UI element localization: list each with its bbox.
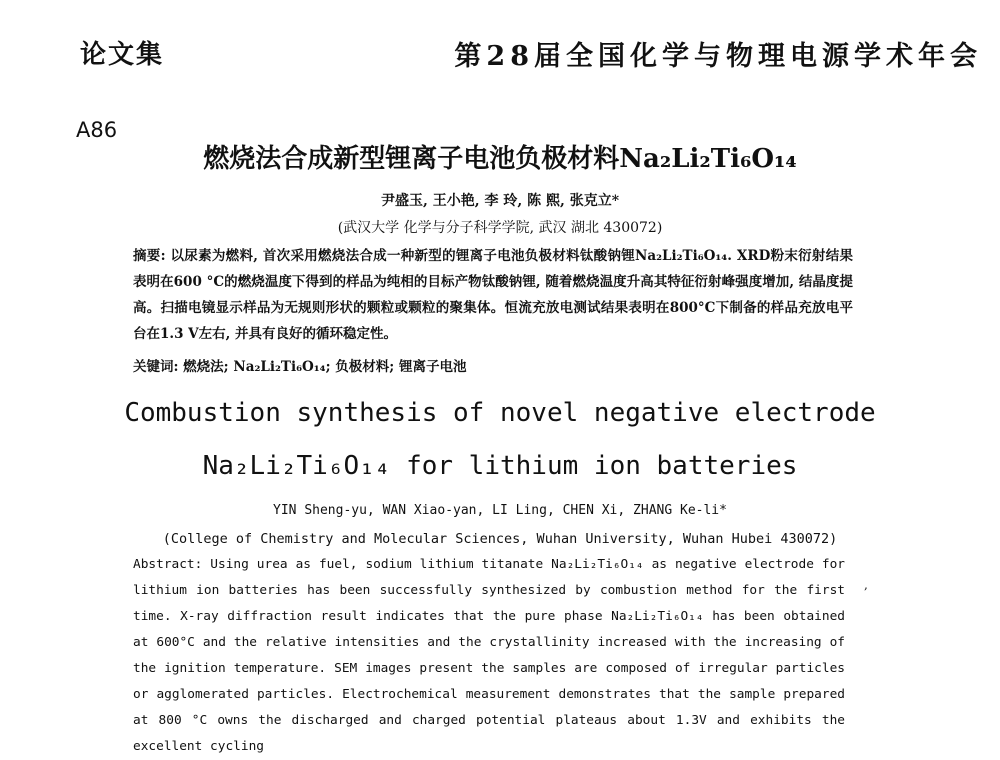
paper-code: A86: [76, 118, 118, 142]
title-english-line-1: Combustion synthesis of novel negative electrode: [124, 398, 876, 428]
abstract-chinese: 摘要: 以尿素为燃料, 首次采用燃烧法合成一种新型的锂离子电池负极材料钛酸钠锂Na₂Li₂Ti₆O₁₄. XRD粉末衍射结果表明在600 °C的燃烧温度下得到的样品为纯相的目标产物钛酸钠锂, 随着燃烧温度升高其特征衍射峰强度增加, 结晶度提高。扫描电镜显示样品为无规则形状的颗粒或颗粒的聚集体。恒流充放电测试结果表明在800°C下制备的样品充放电平台在1.3 V左右, 并具有良好的循环稳定性。: [133, 248, 853, 342]
running-header-left: 论文集: [80, 40, 165, 70]
authors-chinese: 尹盛玉, 王小艳, 李 玲, 陈 熙, 张克立*: [380, 193, 620, 209]
affiliation-english: (College of Chemistry and Molecular Sciences, Wuhan University, Wuhan Hubei 430072): [162, 531, 838, 547]
title-english-line-2: Na₂Li₂Ti₆O₁₄ for lithium ion batteries: [202, 451, 798, 481]
keywords-chinese: 关键词: 燃烧法; Na₂Li₂Ti₆O₁₄; 负极材料; 锂离子电池: [133, 359, 467, 375]
title-chinese: 燃烧法合成新型锂离子电池负极材料Na₂Li₂Ti₆O₁₄: [203, 144, 797, 174]
affiliation-chinese: (武汉大学 化学与分子科学学院, 武汉 湖北 430072): [337, 220, 663, 236]
authors-english: YIN Sheng-yu, WAN Xiao-yan, LI Ling, CHEN Xi, ZHANG Ke-li*: [273, 503, 727, 518]
running-header-right: 第28届全国化学与物理电源学术年会: [454, 41, 982, 72]
margin-mark: ,: [864, 578, 868, 592]
abstract-english: Abstract: Using urea as fuel, sodium lithium titanate Na₂Li₂Ti₆O₁₄ as negative electrode for lithium ion batteries has been successfully synthesized by combustion method for the first time. X-ray diffraction result indicates that the pure phase Na₂Li₂Ti₆O₁₄ has been obtained at 600°C and the relative intensities and the crystallinity increased with the increasing of the ignition temperature. SEM images present the samples are composed of irregular particles or agglomerated particles. Electrochemical measurement demonstrates that the sample prepared at 800 °C owns the discharged and charged potential plateaus about 1.3V and exhibits the excellent cycling: [133, 557, 845, 754]
